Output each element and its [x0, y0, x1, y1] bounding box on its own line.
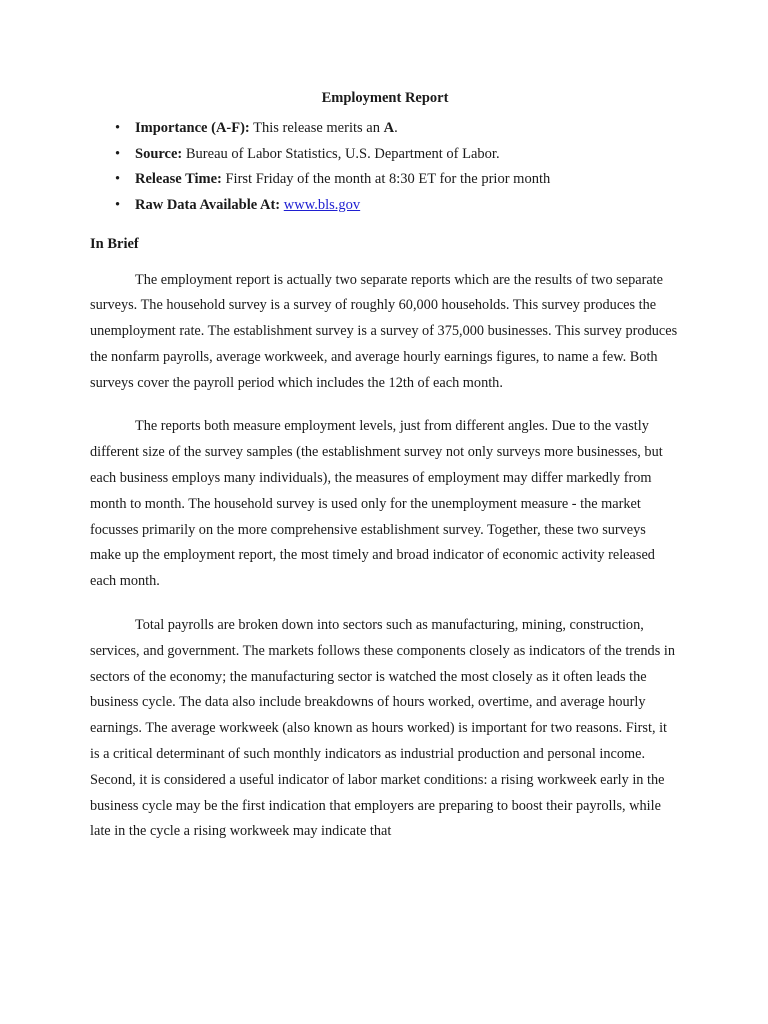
raw-data-label: Raw Data Available At:	[135, 196, 281, 213]
bullet-icon: •	[115, 120, 121, 136]
source-item	[115, 144, 680, 164]
document-page	[90, 88, 680, 863]
importance-suffix: .	[394, 120, 398, 136]
importance-text: This release merits an	[249, 120, 384, 136]
document-title: Employment Report	[321, 90, 449, 106]
source-label: Source:	[135, 145, 183, 162]
in-brief-heading: In Brief	[90, 235, 139, 252]
importance-item	[115, 118, 680, 138]
source-text: Bureau of Labor Statistics, U.S. Department of Labor.	[182, 145, 500, 162]
paragraph-employment-levels: The reports both measure employment levels, just from different angles. Due to the vastly different size of the survey samples (the establishment survey not only surveys more businesses, but each business employs many individuals), the measures of employment may differ markedly from month to month. The household survey is used only for the unemployment measure - the market focusses primarily on the more comprehensive establishment survey. Together, these two surveys make up the employment report, the most timely and broad indicator of economic activity released each month.	[90, 418, 663, 590]
importance-grade: A	[383, 120, 395, 136]
bullet-icon: •	[115, 145, 121, 162]
release-time-text: First Friday of the month at 8:30 ET for the prior month	[221, 171, 551, 187]
importance-label: Importance (A-F):	[135, 120, 250, 136]
paragraph-payroll-sectors: Total payrolls are broken down into sectors such as manufacturing, mining, construction, services, and government. The markets follows these components closely as indicators of the trends in sectors of the economy; the manufacturing sector is watched the most closely as it often leads the business cycle. The data also include breakdowns of hours worked, overtime, and average hourly earnings. The average workweek (also known as hours worked) is important for two reasons. First, it is a critical determinant of such monthly indicators as industrial production and personal income. Second, it is considered a useful indicator of labor market conditions: a rising workweek early in the business cycle may be the first indication that employers are preparing to boost their payrolls, while late in the cycle a rising workweek may indicate that	[90, 617, 675, 840]
raw-data-item	[115, 195, 680, 215]
paragraph-surveys: The employment report is actually two separate reports which are the results of two separate surveys. The household survey is a survey of roughly 60,000 households. This survey produces the unemployment rate. The establishment survey is a survey of 375,000 businesses. This survey produces the nonfarm payrolls, average workweek, and average hourly earnings figures, to name a few. Both surveys cover the payroll period which includes the 12th of each month.	[90, 271, 678, 391]
bls-link[interactable]: www.bls.gov	[283, 196, 361, 213]
release-info-list	[90, 118, 680, 215]
bullet-icon: •	[115, 196, 121, 213]
bullet-icon: •	[115, 171, 121, 187]
release-time-item	[115, 169, 680, 189]
release-time-label: Release Time:	[135, 171, 222, 187]
